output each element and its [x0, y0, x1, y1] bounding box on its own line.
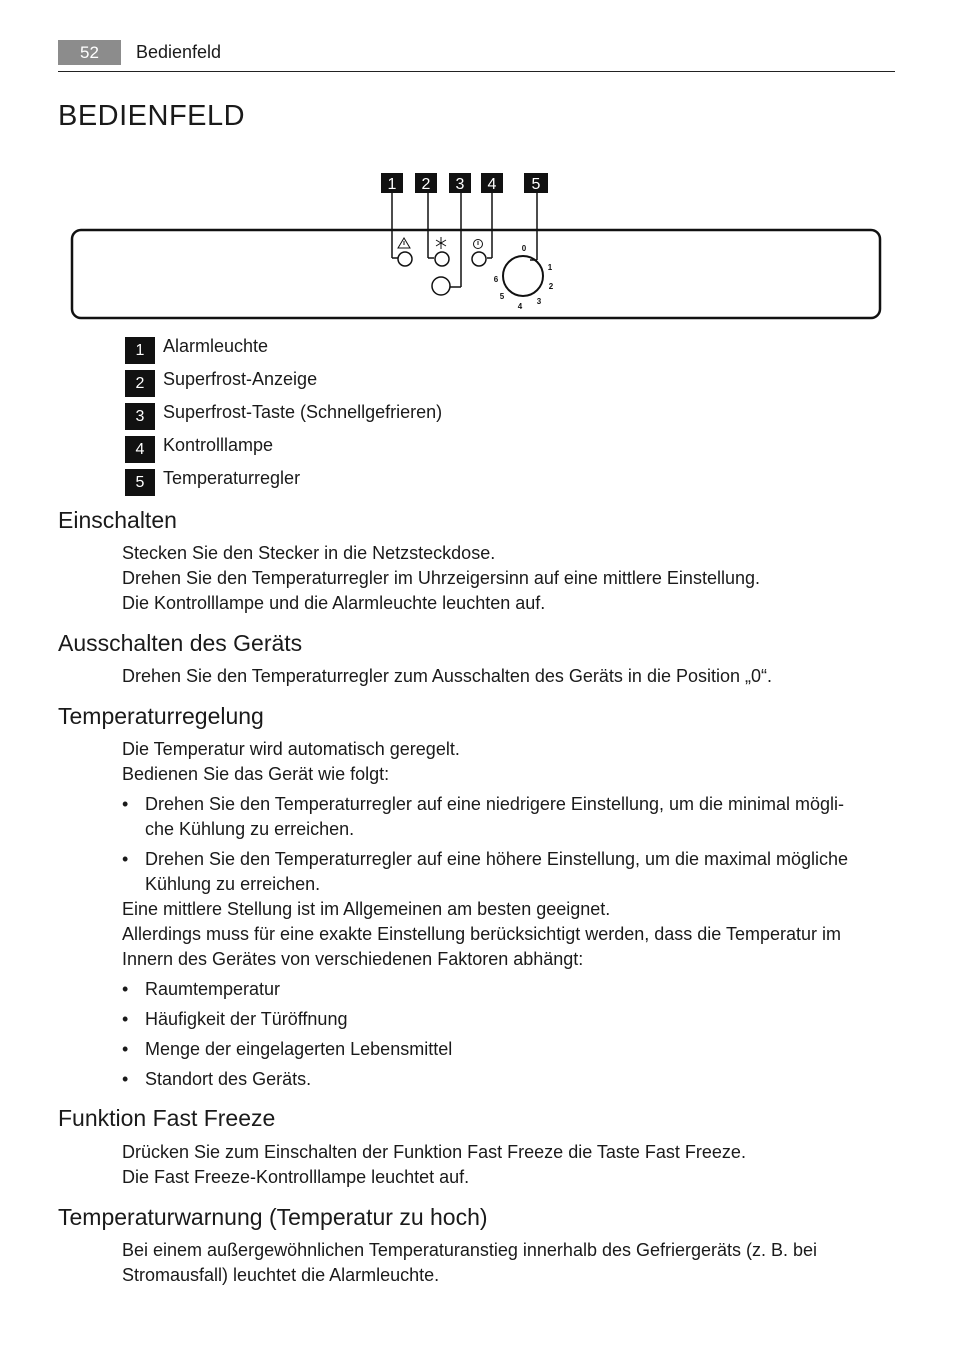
text-line: Kühlung zu erreichen.	[145, 874, 321, 894]
legend-label: Kontrolllampe	[163, 435, 274, 455]
bullet-item: • Raumtemperatur	[122, 977, 895, 1002]
control-panel-diagram	[0, 165, 954, 325]
dial-number-0: 0	[521, 244, 527, 253]
callout-3	[449, 173, 471, 193]
text-line: Eine mittlere Stellung ist im Allgemeinen am besten geeignet.	[122, 899, 611, 919]
temperaturregelung-bullets-1	[122, 792, 895, 902]
legend-label: Superfrost-Anzeige	[163, 369, 318, 389]
bullet-item: • Häufigkeit der Türöffnung	[122, 1007, 895, 1032]
bullet-item: • Standort des Geräts.	[122, 1067, 895, 1092]
page-number: 52	[58, 40, 121, 65]
alarm-warning-icon	[398, 238, 410, 248]
legend-number: 2	[125, 370, 155, 397]
text-line: Die Fast Freeze-Kontrolllampe leuchtet auf.	[122, 1167, 470, 1187]
fastfreeze-text	[122, 1140, 895, 1190]
temperature-dial	[503, 256, 543, 296]
text-line: • Drehen Sie den Temperaturregler auf eine niedrigere Einstellung, um die minimal mögli-	[145, 794, 845, 814]
text-line: Allerdings muss für eine exakte Einstellung berücksichtigt werden, dass die Temperatur im	[122, 924, 842, 944]
einschalten-text	[122, 541, 895, 616]
legend-number: 3	[125, 403, 155, 430]
superfrost-button	[432, 277, 450, 295]
legend-number: 4	[125, 436, 155, 463]
callout-5	[524, 173, 548, 193]
heading-einschalten: Einschalten	[58, 507, 177, 533]
dial-number-5: 5	[499, 292, 505, 301]
legend-label: Superfrost-Taste (Schnellgefrieren)	[163, 402, 443, 422]
page-title: BEDIENFELD	[58, 100, 246, 132]
bullet-item	[122, 847, 895, 897]
power-lamp-icon	[474, 240, 483, 249]
heading-temperaturregelung: Temperaturregelung	[58, 703, 264, 729]
callout-2-label: 2	[421, 176, 431, 193]
snowflake-icon	[436, 237, 446, 249]
text-line: Drücken Sie zum Einschalten der Funktion Fast Freeze die Taste Fast Freeze.	[122, 1142, 746, 1162]
text-line: Die Kontrolllampe und die Alarmleuchte leuchten auf.	[122, 593, 546, 613]
panel-outline	[72, 230, 880, 318]
text-line: Drehen Sie den Temperaturregler zum Ausschalten des Geräts in die Position „0“.	[122, 666, 773, 686]
callout-1	[381, 173, 403, 193]
heading-ausschalten: Ausschalten des Geräts	[58, 630, 303, 656]
legend-label: Temperaturregler	[163, 468, 301, 488]
callout-3-label: 3	[455, 176, 465, 193]
alarm-light	[398, 252, 412, 266]
text-line: Stecken Sie den Stecker in die Netzsteckdose.	[122, 543, 496, 563]
temperaturregelung-bullets-2	[122, 977, 895, 1097]
dial-number-4: 4	[517, 302, 523, 311]
callout-leaders	[392, 193, 537, 287]
dial-number-1: 1	[547, 263, 553, 272]
superfrost-indicator	[435, 252, 449, 266]
temperaturregelung-middle	[122, 897, 895, 972]
dial-number-3: 3	[536, 297, 542, 306]
control-lamp	[472, 252, 486, 266]
heading-temperaturwarnung: Temperaturwarnung (Temperatur zu hoch)	[58, 1204, 488, 1230]
text-line: Bei einem außergewöhnlichen Temperaturanstieg innerhalb des Gefriergeräts (z. B. bei	[122, 1240, 818, 1260]
dial-number-6: 6	[493, 275, 499, 284]
heading-fastfreeze: Funktion Fast Freeze	[58, 1105, 276, 1131]
temperaturwarnung-text	[122, 1238, 895, 1288]
text-line: che Kühlung zu erreichen.	[145, 819, 355, 839]
callout-4	[481, 173, 503, 193]
legend-label: Alarmleuchte	[163, 336, 269, 356]
callout-1-label: 1	[387, 176, 397, 193]
dial-number-2: 2	[548, 282, 554, 291]
page-header	[58, 40, 895, 72]
temperaturregelung-intro	[122, 737, 895, 787]
callout-4-label: 4	[487, 176, 497, 193]
text-line: Bedienen Sie das Gerät wie folgt:	[122, 764, 390, 784]
text-line: Drehen Sie den Temperaturregler im Uhrzeigersinn auf eine mittlere Einstellung.	[122, 568, 760, 588]
text-line: • Drehen Sie den Temperaturregler auf eine höhere Einstellung, um die maximal mögliche	[145, 849, 849, 869]
ausschalten-text	[122, 664, 895, 689]
legend-number: 5	[125, 469, 155, 496]
text-line: Innern des Gerätes von verschiedenen Faktoren abhängt:	[122, 949, 584, 969]
legend-number: 1	[125, 337, 155, 364]
bullet-item: • Menge der eingelagerten Lebensmittel	[122, 1037, 895, 1062]
callout-5-label: 5	[531, 176, 541, 193]
callout-2	[415, 173, 437, 193]
text-line: Die Temperatur wird automatisch geregelt.	[122, 739, 460, 759]
header-section-name: Bedienfeld	[136, 42, 222, 62]
text-line: Stromausfall) leuchtet die Alarmleuchte.	[122, 1265, 440, 1285]
bullet-item	[122, 792, 895, 842]
